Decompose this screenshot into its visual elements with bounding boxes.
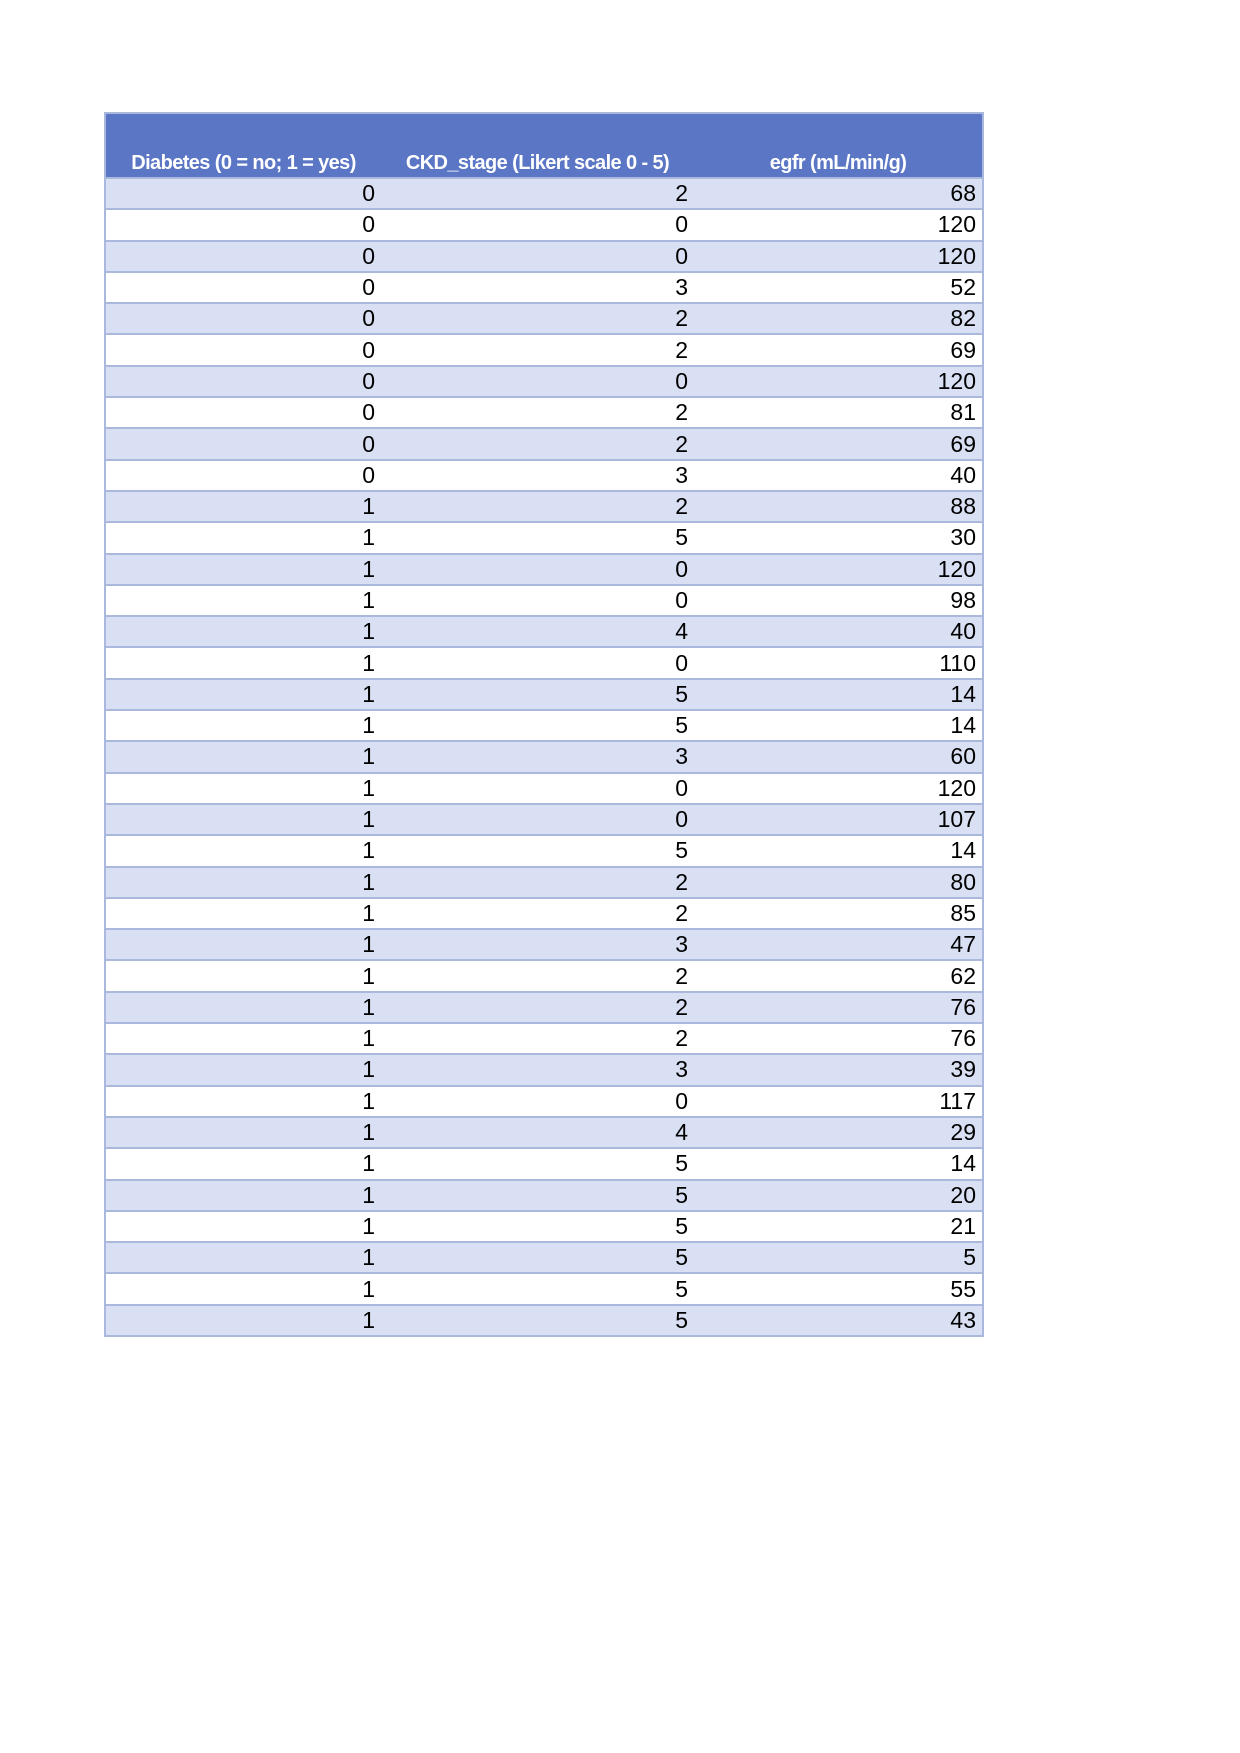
cell-diabetes[interactable]: 1 <box>362 1244 375 1271</box>
cell-egfr[interactable]: 76 <box>950 993 976 1020</box>
cell-ckd-stage[interactable]: 2 <box>675 868 688 895</box>
cell-ckd-stage[interactable]: 0 <box>675 367 688 394</box>
cell-diabetes[interactable]: 1 <box>362 962 375 989</box>
cell-diabetes[interactable]: 0 <box>362 211 375 238</box>
cell-ckd-stage[interactable]: 2 <box>675 180 688 207</box>
table-row <box>106 1053 982 1084</box>
cell-egfr[interactable]: 69 <box>950 336 976 363</box>
cell-diabetes[interactable]: 1 <box>362 1119 375 1146</box>
table-body <box>106 177 982 1335</box>
cell-egfr[interactable]: 107 <box>937 806 976 833</box>
cell-diabetes[interactable]: 0 <box>362 242 375 269</box>
cell-egfr[interactable]: 30 <box>950 524 976 551</box>
cell-egfr[interactable]: 88 <box>950 493 976 520</box>
table-row <box>106 1304 982 1335</box>
cell-ckd-stage[interactable]: 2 <box>675 1025 688 1052</box>
cell-ckd-stage[interactable]: 2 <box>675 336 688 363</box>
cell-egfr[interactable]: 82 <box>950 305 976 332</box>
cell-diabetes[interactable]: 1 <box>362 899 375 926</box>
cell-diabetes[interactable]: 1 <box>362 587 375 613</box>
cell-diabetes[interactable]: 1 <box>362 1275 375 1302</box>
cell-egfr[interactable]: 14 <box>950 837 976 864</box>
cell-egfr[interactable]: 120 <box>937 774 976 801</box>
cell-egfr[interactable]: 81 <box>950 399 976 426</box>
cell-diabetes[interactable]: 1 <box>362 774 375 801</box>
cell-diabetes[interactable]: 1 <box>362 1212 375 1239</box>
cell-ckd-stage[interactable]: 5 <box>675 1150 688 1177</box>
cell-egfr[interactable]: 120 <box>937 555 976 582</box>
cell-diabetes[interactable]: 1 <box>362 837 375 864</box>
cell-egfr[interactable]: 62 <box>950 962 976 989</box>
cell-egfr[interactable]: 120 <box>937 242 976 269</box>
cell-ckd-stage[interactable]: 5 <box>675 1306 688 1333</box>
cell-diabetes[interactable]: 0 <box>362 367 375 394</box>
cell-egfr[interactable]: 98 <box>950 587 976 613</box>
table-row <box>106 991 982 1022</box>
table-row <box>106 271 982 302</box>
cell-ckd-stage[interactable]: 3 <box>675 274 688 301</box>
cell-ckd-stage[interactable]: 5 <box>675 712 688 739</box>
cell-ckd-stage[interactable]: 0 <box>675 242 688 269</box>
table-row <box>106 959 982 990</box>
cell-ckd-stage[interactable]: 2 <box>675 493 688 520</box>
cell-diabetes[interactable]: 1 <box>362 868 375 895</box>
cell-ckd-stage[interactable]: 0 <box>675 774 688 801</box>
cell-ckd-stage[interactable]: 4 <box>675 618 688 645</box>
cell-egfr[interactable]: 21 <box>950 1212 976 1239</box>
cell-diabetes[interactable]: 1 <box>362 1150 375 1177</box>
cell-diabetes[interactable]: 0 <box>362 461 375 488</box>
table-row <box>106 396 982 427</box>
cell-egfr[interactable]: 76 <box>950 1025 976 1052</box>
cell-diabetes[interactable]: 0 <box>362 180 375 207</box>
cell-diabetes[interactable]: 1 <box>362 524 375 551</box>
cell-ckd-stage[interactable]: 2 <box>675 305 688 332</box>
cell-diabetes[interactable]: 0 <box>362 274 375 301</box>
table-row <box>106 1241 982 1272</box>
cell-egfr[interactable]: 29 <box>950 1119 976 1146</box>
table-row <box>106 302 982 333</box>
table-row <box>106 772 982 803</box>
cell-diabetes[interactable]: 1 <box>362 1087 375 1114</box>
header-ckd-stage[interactable]: CKD_stage (Likert scale 0 - 5) <box>405 152 670 174</box>
cell-egfr[interactable]: 69 <box>950 430 976 457</box>
cell-diabetes[interactable]: 1 <box>362 555 375 582</box>
cell-egfr[interactable]: 80 <box>950 868 976 895</box>
cell-egfr[interactable]: 68 <box>950 180 976 207</box>
cell-ckd-stage[interactable]: 5 <box>675 1181 688 1208</box>
cell-diabetes[interactable]: 1 <box>362 1306 375 1333</box>
cell-diabetes[interactable]: 1 <box>362 712 375 739</box>
cell-egfr[interactable]: 20 <box>950 1181 976 1208</box>
cell-ckd-stage[interactable]: 2 <box>675 962 688 989</box>
cell-ckd-stage[interactable]: 2 <box>675 399 688 426</box>
cell-diabetes[interactable]: 0 <box>362 430 375 457</box>
table-row <box>106 240 982 271</box>
cell-diabetes[interactable]: 0 <box>362 305 375 332</box>
spreadsheet-table <box>104 112 984 1337</box>
cell-egfr[interactable]: 110 <box>939 649 976 676</box>
table-row <box>106 678 982 709</box>
header-egfr[interactable]: egfr (mL/min/g) <box>769 152 907 174</box>
cell-egfr[interactable]: 47 <box>950 931 976 958</box>
cell-egfr[interactable]: 43 <box>950 1306 976 1333</box>
cell-egfr[interactable]: 120 <box>937 211 976 238</box>
cell-diabetes[interactable]: 0 <box>362 336 375 363</box>
cell-ckd-stage[interactable]: 0 <box>675 1087 688 1114</box>
cell-diabetes[interactable]: 1 <box>362 743 375 770</box>
cell-diabetes[interactable]: 1 <box>362 1181 375 1208</box>
cell-egfr[interactable]: 39 <box>950 1056 976 1083</box>
cell-egfr[interactable]: 52 <box>950 274 976 301</box>
cell-egfr[interactable]: 5 <box>963 1244 976 1271</box>
cell-egfr[interactable]: 120 <box>937 367 976 394</box>
cell-egfr[interactable]: 14 <box>950 712 976 739</box>
table-row <box>106 459 982 490</box>
cell-egfr[interactable]: 85 <box>950 899 976 926</box>
cell-ckd-stage[interactable]: 0 <box>675 806 688 833</box>
cell-diabetes[interactable]: 0 <box>362 399 375 426</box>
table-row <box>106 866 982 897</box>
cell-egfr[interactable]: 55 <box>950 1275 976 1302</box>
table-row <box>106 928 982 959</box>
cell-ckd-stage[interactable]: 4 <box>675 1119 688 1146</box>
cell-diabetes[interactable]: 1 <box>362 931 375 958</box>
table-row <box>106 521 982 552</box>
cell-diabetes[interactable]: 1 <box>362 680 375 707</box>
cell-ckd-stage[interactable]: 0 <box>675 587 688 613</box>
table-row <box>106 834 982 865</box>
cell-diabetes[interactable]: 1 <box>362 806 375 833</box>
table-row <box>106 1210 982 1241</box>
cell-ckd-stage[interactable]: 2 <box>675 993 688 1020</box>
cell-ckd-stage[interactable]: 3 <box>675 1056 688 1083</box>
cell-diabetes[interactable]: 1 <box>362 1056 375 1083</box>
table-row <box>106 1085 982 1116</box>
cell-ckd-stage[interactable]: 5 <box>675 680 688 707</box>
cell-ckd-stage[interactable]: 5 <box>675 524 688 551</box>
cell-diabetes[interactable]: 1 <box>362 618 375 645</box>
table-row <box>106 1179 982 1210</box>
cell-egfr[interactable]: 14 <box>950 1150 976 1177</box>
table-row <box>106 490 982 521</box>
table-row <box>106 208 982 239</box>
cell-ckd-stage[interactable]: 5 <box>675 1212 688 1239</box>
cell-diabetes[interactable]: 1 <box>362 493 375 520</box>
table-row <box>106 709 982 740</box>
table-row <box>106 584 982 615</box>
table-row <box>106 177 982 208</box>
cell-ckd-stage[interactable]: 3 <box>675 461 688 488</box>
cell-ckd-stage[interactable]: 0 <box>675 555 688 582</box>
table-row <box>106 897 982 928</box>
table-row <box>106 803 982 834</box>
cell-ckd-stage[interactable]: 2 <box>675 899 688 926</box>
table-row <box>106 365 982 396</box>
table-row <box>106 646 982 677</box>
cell-ckd-stage[interactable]: 3 <box>675 931 688 958</box>
cell-ckd-stage[interactable]: 3 <box>675 743 688 770</box>
cell-ckd-stage[interactable]: 0 <box>675 211 688 238</box>
table-row <box>106 553 982 584</box>
table-row <box>106 1272 982 1303</box>
table-row <box>106 427 982 458</box>
cell-ckd-stage[interactable]: 5 <box>675 837 688 864</box>
cell-egfr[interactable]: 40 <box>950 618 976 645</box>
table-row <box>106 615 982 646</box>
cell-egfr[interactable]: 40 <box>950 461 976 488</box>
header-diabetes[interactable]: Diabetes (0 = no; 1 = yes) <box>131 152 356 174</box>
cell-diabetes[interactable]: 1 <box>362 649 375 676</box>
cell-ckd-stage[interactable]: 5 <box>675 1275 688 1302</box>
table-header-row <box>106 114 982 177</box>
cell-ckd-stage[interactable]: 2 <box>675 430 688 457</box>
cell-egfr[interactable]: 60 <box>950 743 976 770</box>
cell-egfr[interactable]: 14 <box>950 680 976 707</box>
cell-egfr[interactable]: 117 <box>939 1087 976 1114</box>
table-row <box>106 1022 982 1053</box>
cell-diabetes[interactable]: 1 <box>362 993 375 1020</box>
cell-diabetes[interactable]: 1 <box>362 1025 375 1052</box>
table-row <box>106 1116 982 1147</box>
table-row <box>106 740 982 771</box>
table-row <box>106 333 982 364</box>
cell-ckd-stage[interactable]: 5 <box>675 1244 688 1271</box>
table-row <box>106 1147 982 1178</box>
cell-ckd-stage[interactable]: 0 <box>675 649 688 676</box>
